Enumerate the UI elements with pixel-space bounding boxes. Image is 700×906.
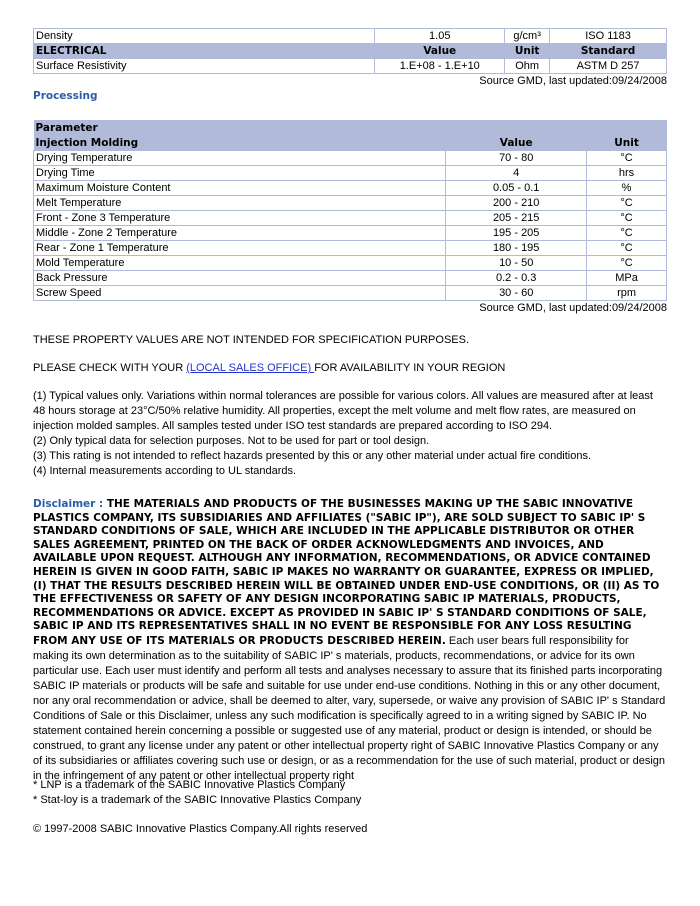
- specification-notice: THESE PROPERTY VALUES ARE NOT INTENDED FOR SPECIFICATION PURPOSES.: [33, 334, 470, 346]
- trademark-note: * Stat-loy is a trademark of the SABIC Innovative Plastics Company: [33, 794, 362, 806]
- electrical-source-note: Source GMD, last updated:09/24/2008: [479, 75, 667, 87]
- value-cell: 70 - 80: [446, 151, 587, 166]
- unit-cell: rpm: [587, 286, 667, 301]
- parameter-cell: Screw Speed: [34, 286, 446, 301]
- parameter-cell: Melt Temperature: [34, 196, 446, 211]
- table-row: [34, 151, 667, 166]
- unit-header: Unit: [505, 44, 550, 59]
- disclaimer-body-text: Each user bears full responsibility for making its own determination as to the suitability of SABIC IP' s materials, products, recommendations, or advice for its own particular use. Each user must identify and perform all tests and analyses necessary to assure that its finished parts incorporating SABIC IP materials or products will be safe and suitable for use under end-use conditions. Nothing in this or any other document, nor any oral recommendation or advice, shall be deemed to alter, vary, supersede, or waive any provision of SABIC IP' s Standard Conditions of Sale or this Disclaimer, unless any such modification is specifically agreed to in a writing signed by SABIC IP. No statement contained herein concerning a possible or suggested use of any material, product or design is intended, or should be construed, to grant any license under any patent or other intellectual property right of SABIC Innovative Plastics Company or any of its subsidiaries or affiliates covering such use or design, or as a recommendation for the use of such material, product or design in the infringement of any patent or other intellectual property right: [33, 634, 666, 782]
- value-cell: 195 - 205: [446, 226, 587, 241]
- unit-cell: °C: [587, 226, 667, 241]
- value-cell: 4: [446, 166, 587, 181]
- unit-cell: g/cm³: [505, 29, 550, 44]
- table-row: [34, 59, 667, 74]
- footnote: (1) Typical values only. Variations within normal tolerances are possible for various colors. All values are measured after at least 48 hours storage at 23°C/50% relative humidity. All properties, except the melt volume and melt flow rates, are measured on injection molded samples. All samples tested under ISO test standards are prepared according to ISO 294.: [33, 390, 653, 432]
- parameter-cell: Maximum Moisture Content: [34, 181, 446, 196]
- table-row: [34, 211, 667, 226]
- disclaimer-label: Disclaimer :: [33, 498, 107, 510]
- electrical-table: [33, 28, 667, 74]
- unit-cell: °C: [587, 241, 667, 256]
- unit-cell: Ohm: [505, 59, 550, 74]
- injection-molding-header-row: [34, 136, 667, 151]
- unit-cell: MPa: [587, 271, 667, 286]
- table-row: [34, 241, 667, 256]
- value-cell: 180 - 195: [446, 241, 587, 256]
- unit-cell: °C: [587, 211, 667, 226]
- table-row: [34, 29, 667, 44]
- value-cell: 0.2 - 0.3: [446, 271, 587, 286]
- footnote: (3) This rating is not intended to reflect hazards presented by this or any other material under actual fire conditions.: [33, 450, 592, 462]
- processing-heading: Processing: [33, 90, 98, 102]
- table-row: [34, 226, 667, 241]
- value-cell: 0.05 - 0.1: [446, 181, 587, 196]
- parameter-header-row: [34, 121, 667, 136]
- value-cell: 10 - 50: [446, 256, 587, 271]
- value-header: Value: [375, 44, 505, 59]
- unit-cell: %: [587, 181, 667, 196]
- standard-cell: ISO 1183: [550, 29, 667, 44]
- footnote: (2) Only typical data for selection purposes. Not to be used for part or tool design.: [33, 435, 430, 447]
- trademarks: [33, 778, 667, 808]
- property-cell: Surface Resistivity: [34, 59, 375, 74]
- processing-source-note: Source GMD, last updated:09/24/2008: [479, 302, 667, 314]
- parameter-header: Parameter: [34, 121, 667, 136]
- parameter-cell: Rear - Zone 1 Temperature: [34, 241, 446, 256]
- table-row: [34, 271, 667, 286]
- value-cell: 1.E+08 - 1.E+10: [375, 59, 505, 74]
- electrical-section: [33, 28, 667, 88]
- footnotes: [33, 389, 667, 479]
- value-cell: 205 - 215: [446, 211, 587, 226]
- processing-rows: [34, 151, 667, 301]
- value-cell: 200 - 210: [446, 196, 587, 211]
- availability-prefix: PLEASE CHECK WITH YOUR: [33, 362, 187, 374]
- section-header: Injection Molding: [34, 136, 446, 151]
- unit-cell: °C: [587, 196, 667, 211]
- processing-table: [33, 120, 667, 301]
- value-cell: 1.05: [375, 29, 505, 44]
- parameter-cell: Drying Temperature: [34, 151, 446, 166]
- value-header: Value: [446, 136, 587, 151]
- parameter-cell: Middle - Zone 2 Temperature: [34, 226, 446, 241]
- table-row: [34, 166, 667, 181]
- footnote: (4) Internal measurements according to UL standards.: [33, 465, 297, 477]
- availability-notice: [33, 361, 667, 376]
- parameter-cell: Back Pressure: [34, 271, 446, 286]
- table-row: [34, 181, 667, 196]
- electrical-header-row: [34, 44, 667, 59]
- unit-header: Unit: [587, 136, 667, 151]
- trademark-note: * LNP is a trademark of the SABIC Innovative Plastics Company: [33, 779, 346, 791]
- unit-cell: °C: [587, 151, 667, 166]
- section-header: ELECTRICAL: [34, 44, 375, 59]
- table-row: [34, 256, 667, 271]
- unit-cell: hrs: [587, 166, 667, 181]
- table-row: [34, 286, 667, 301]
- unit-cell: °C: [587, 256, 667, 271]
- availability-suffix: FOR AVAILABILITY IN YOUR REGION: [314, 362, 506, 374]
- disclaimer: [33, 498, 667, 784]
- copyright: © 1997-2008 SABIC Innovative Plastics Company.All rights reserved: [33, 823, 368, 835]
- table-row: [34, 196, 667, 211]
- property-cell: Density: [34, 29, 375, 44]
- value-cell: 30 - 60: [446, 286, 587, 301]
- disclaimer-caps-text: THE MATERIALS AND PRODUCTS OF THE BUSINESSES MAKING UP THE SABIC INNOVATIVE PLASTICS COMPANY, ITS SUBSIDIARIES AND AFFILIATES ("SABIC IP"), ARE SOLD SUBJECT TO SABIC IP' S STANDARD CONDITIONS OF SALE, WHICH ARE INCLUDED IN THE APPLICABLE DISTRIBUTOR OR OTHER SALES AGREEMENT, PRINTED ON THE BACK OF ORDER ACKNOWLEDGMENTS AND INVOICES, AND AVAILABLE UPON REQUEST. ALTHOUGH ANY INFORMATION, RECOMMENDATIONS, OR ADVICE CONTAINED HEREIN IS GIVEN IN GOOD FAITH, SABIC IP MAKES NO WARRANTY OR GUARANTEE, EXPRESS OR IMPLIED, (I) THAT THE RESULTS DESCRIBED HEREIN WILL BE OBTAINED UNDER END-USE CONDITIONS, OR (II) AS TO THE EFFECTIVENESS OR SAFETY OF ANY DESIGN INCORPORATING SABIC IP MATERIALS, PRODUCTS, RECOMMENDATIONS OR ADVICE. EXCEPT AS PROVIDED IN SABIC IP' S STANDARD CONDITIONS OF SALE, SABIC IP AND ITS REPRESENTATIVES SHALL IN NO EVENT BE RESPONSIBLE FOR ANY LOSS RESULTING FROM ANY USE OF ITS MATERIALS OR PRODUCTS DESCRIBED HEREIN.: [33, 498, 660, 647]
- local-sales-office-link[interactable]: (LOCAL SALES OFFICE): [186, 362, 315, 374]
- processing-section: [33, 120, 667, 315]
- standard-header: Standard: [550, 44, 667, 59]
- parameter-cell: Mold Temperature: [34, 256, 446, 271]
- standard-cell: ASTM D 257: [550, 59, 667, 74]
- parameter-cell: Drying Time: [34, 166, 446, 181]
- parameter-cell: Front - Zone 3 Temperature: [34, 211, 446, 226]
